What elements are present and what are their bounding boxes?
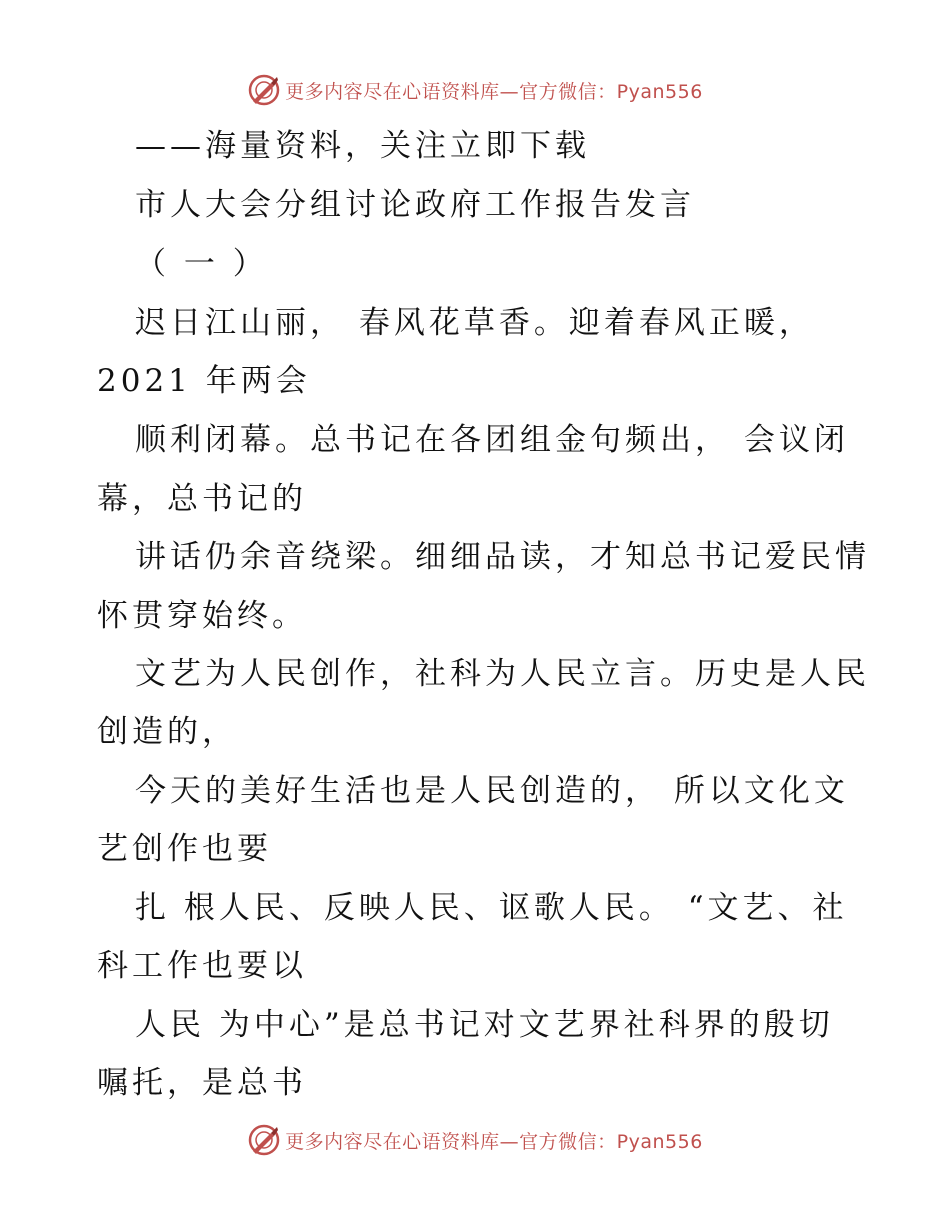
pen-logo-icon	[247, 73, 281, 107]
paragraph-line: 迟日江山丽， 春风花草香。迎着春风正暖，	[135, 305, 814, 341]
paragraph-line: 文艺为人民创作，社科为人民立言。历史是人民	[135, 656, 870, 692]
footer-watermark	[0, 1122, 950, 1158]
paragraph-line: 艺创作也要	[97, 831, 272, 867]
section-number: （ 一 ）	[135, 246, 268, 282]
paragraph-line: 讲话仍余音绕梁。细细品读，才知总书记爱民情	[135, 539, 870, 575]
paragraph-line: 嘱托，是总书	[97, 1065, 307, 1101]
header-watermark	[0, 72, 950, 108]
document-title: 市人大会分组讨论政府工作报告发言	[135, 187, 695, 223]
watermark-text: 更多内容尽在心语资料库—官方微信：Pyan556	[285, 1130, 703, 1153]
paragraph-line: 2021 年两会	[97, 363, 311, 399]
download-note: ——海量资料，关注立即下载	[135, 128, 590, 164]
pen-logo-icon	[247, 1123, 281, 1157]
paragraph-line: 怀贯穿始终。	[97, 598, 307, 634]
paragraph-line: 顺利闭幕。总书记在各团组金句频出， 会议闭	[135, 422, 849, 458]
paragraph-line: 创造的，	[97, 714, 237, 750]
paragraph-line: 幕，总书记的	[97, 481, 307, 517]
paragraph-line: 人民 为中心”是总书记对文艺界社科界的殷切	[135, 1007, 834, 1043]
paragraph-line: 扎 根人民、反映人民、讴歌人民。 “文艺、社	[135, 890, 848, 926]
paragraph-line: 今天的美好生活也是人民创造的， 所以文化文	[135, 773, 849, 809]
watermark-text: 更多内容尽在心语资料库—官方微信：Pyan556	[285, 80, 703, 103]
paragraph-line: 科工作也要以	[97, 948, 307, 984]
